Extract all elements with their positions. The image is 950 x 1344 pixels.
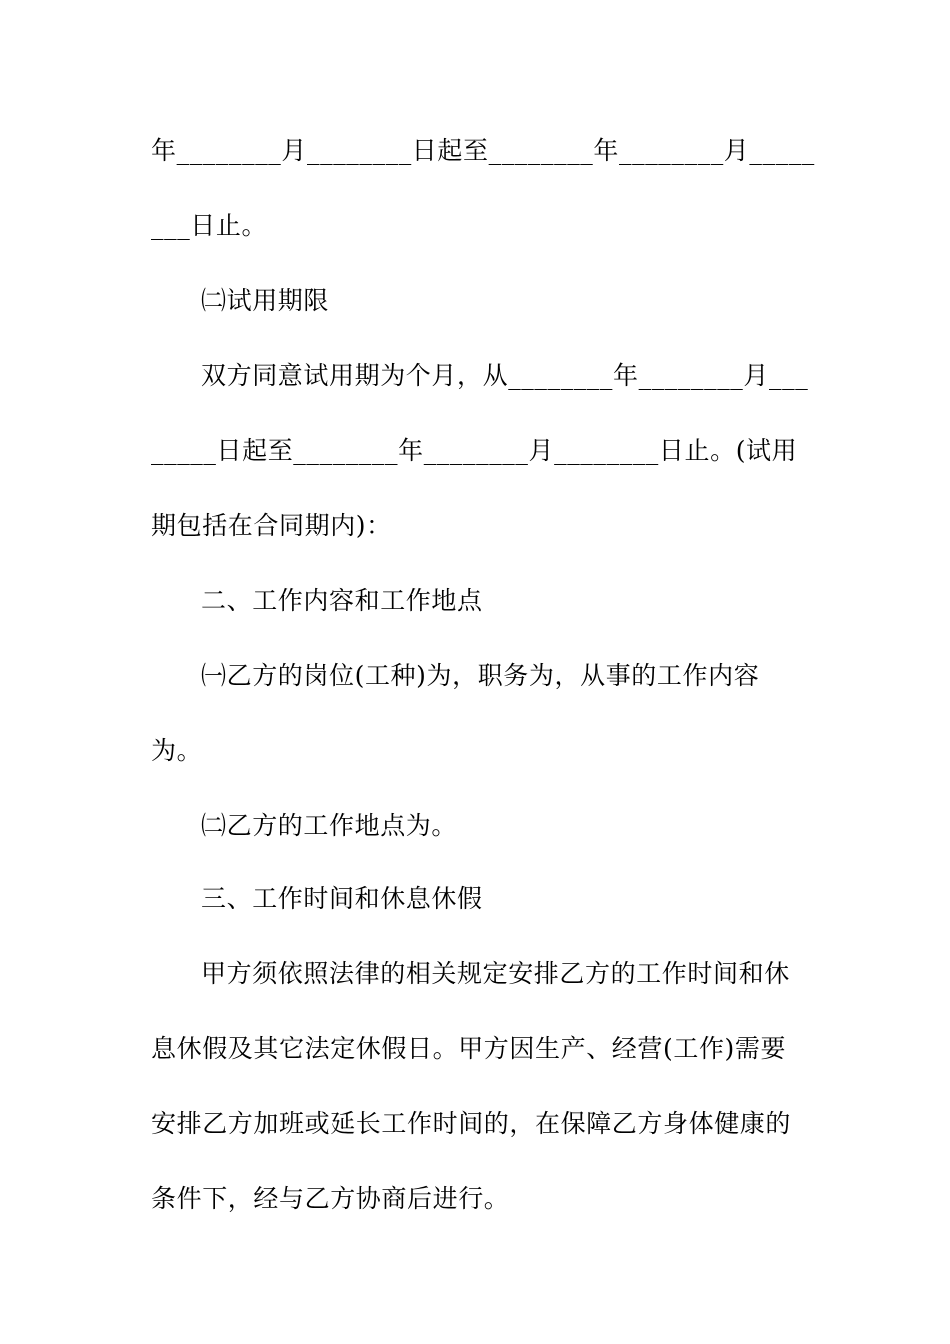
text-line: 为。 xyxy=(151,736,203,765)
text-line: 期包括在合同期内)： xyxy=(151,511,392,540)
section-heading: 三、工作时间和休息休假 xyxy=(201,884,483,913)
text-line: ___日止。 xyxy=(151,211,268,240)
text-line: _____日起至________年________月________日止。(试用 xyxy=(151,436,798,465)
text-line: 安排乙方加班或延长工作时间的，在保障乙方身体健康的 xyxy=(151,1109,792,1138)
paragraph-line: 甲方须依照法律的相关规定安排乙方的工作时间和休 xyxy=(201,959,790,988)
text-line: 息休假及其它法定休假日。甲方因生产、经营(工作)需要 xyxy=(151,1034,787,1063)
text-line: 年________月________日起至________年________月_____ xyxy=(151,136,815,165)
section-heading: ㈡试用期限 xyxy=(201,286,330,315)
paragraph-line: 双方同意试用期为个月，从________年________月___ xyxy=(201,361,809,390)
paragraph-line: ㈠乙方的岗位(工种)为，职务为，从事的工作内容 xyxy=(201,661,760,690)
section-heading: 二、工作内容和工作地点 xyxy=(201,586,483,615)
paragraph-line: ㈡乙方的工作地点为。 xyxy=(201,811,458,840)
text-line: 条件下，经与乙方协商后进行。 xyxy=(151,1184,510,1213)
